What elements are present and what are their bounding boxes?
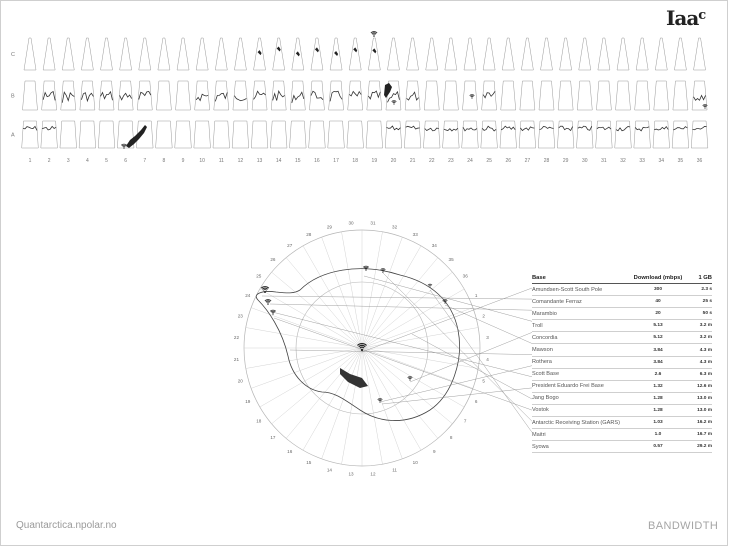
cell-1gb: 3.2 m: [699, 335, 712, 341]
column-number: 6: [124, 158, 128, 164]
column-number: 15: [295, 158, 301, 164]
table-row: [532, 320, 712, 332]
section-title: BANDWIDTH: [648, 520, 719, 532]
header-1gb: 1 GB: [698, 274, 712, 281]
row-label: B: [11, 93, 15, 100]
sector-label: 10: [412, 460, 418, 466]
column-number: 24: [467, 158, 473, 164]
cell-base: Amundsen-Scott South Pole: [532, 286, 603, 293]
column-number: 33: [639, 158, 645, 164]
column-number: 26: [505, 158, 512, 164]
column-number: 2: [47, 158, 51, 164]
sector-label: 5: [482, 378, 485, 384]
cell-base: Comandante Ferraz: [532, 298, 582, 305]
sector-label: 2: [482, 313, 485, 319]
radial-line: [362, 348, 473, 388]
column-number: 13: [256, 158, 263, 164]
table-row: [532, 417, 712, 429]
sector-label: 32: [392, 224, 398, 230]
sector-label: 1: [474, 292, 478, 298]
cell-1gb: 13.0 m: [697, 407, 712, 413]
column-number: 4: [85, 158, 89, 164]
column-number: 35: [677, 158, 684, 164]
cell-download: 0.57: [653, 444, 663, 450]
sector-label: 26: [270, 256, 276, 262]
sector-label: 13: [348, 471, 354, 477]
column-number: 31: [601, 158, 607, 164]
table-header-row: [532, 272, 712, 284]
column-number: 7: [143, 158, 147, 164]
cell-base: Mawson: [532, 347, 553, 354]
cell-base: Scott Base: [532, 371, 560, 378]
cell-1gb: 6.3 m: [699, 371, 712, 377]
leader-line: [410, 332, 532, 382]
column-number: 11: [218, 158, 224, 164]
cell-1gb: 16.2 m: [697, 420, 712, 426]
sector-label: 8: [449, 435, 453, 441]
ross-ice-shelf: [340, 368, 368, 388]
cell-base: Antarctic Receiving Station (GARS): [532, 419, 620, 426]
cell-download: 5.13: [653, 323, 663, 329]
sector-label: 33: [412, 231, 418, 237]
wifi-icon: [408, 377, 413, 381]
column-number: 19: [371, 158, 378, 164]
column-number: 28: [543, 158, 550, 164]
cell-download: 40: [655, 299, 661, 305]
leader-line: [272, 312, 532, 377]
table-row: [532, 441, 712, 453]
cell-1gb: 3.2 m: [699, 323, 712, 329]
column-number: 1: [28, 158, 32, 164]
cell-base: Vostok: [532, 407, 549, 414]
radial-line: [322, 348, 362, 459]
sector-label: 23: [237, 313, 243, 319]
cell-1gb: 2.3 s: [701, 287, 712, 293]
sector-label: 18: [256, 418, 262, 424]
column-number: 34: [658, 158, 665, 164]
cell-1gb: 29.2 m: [697, 444, 712, 450]
cell-download: 1.28: [653, 407, 663, 413]
table-row: [532, 308, 712, 320]
cell-1gb: 13.0 m: [697, 395, 712, 401]
column-number: 5: [105, 158, 108, 164]
sector-label: 7: [463, 418, 467, 424]
header-download: Download (mbps): [633, 274, 683, 281]
cell-1gb: 4.3 m: [699, 347, 712, 353]
sector-label: 21: [233, 356, 240, 362]
column-number: 36: [696, 158, 703, 164]
cell-download: 1.03: [653, 420, 663, 426]
sector-label: 29: [326, 224, 332, 230]
column-number: 30: [581, 158, 588, 164]
table-row: [532, 381, 712, 393]
cell-download: 1.28: [653, 395, 663, 401]
column-number: 17: [333, 158, 339, 164]
cell-download: 300: [653, 287, 662, 293]
column-number: 3: [66, 158, 70, 164]
column-number: 25: [486, 158, 492, 164]
sector-label: 27: [287, 242, 293, 248]
column-number: 29: [562, 158, 569, 164]
column-number: 16: [314, 158, 320, 164]
sector-label: 36: [462, 273, 468, 279]
table-row: [532, 369, 712, 381]
table-row: [532, 284, 712, 296]
leader-line: [262, 296, 532, 299]
sector-label: 19: [245, 399, 251, 405]
table-row: [532, 332, 712, 344]
header-base: Base: [532, 274, 546, 281]
source-credit: Quantarctica.npolar.no: [16, 520, 117, 531]
cell-download: 1.32: [653, 383, 663, 389]
column-number: 10: [199, 158, 205, 164]
radial-line: [322, 237, 362, 348]
cell-base: Maitri: [532, 431, 546, 438]
sector-label: 6: [474, 399, 478, 405]
cell-download: 20: [655, 311, 661, 317]
cell-download: 5.12: [653, 335, 663, 341]
column-number: 21: [409, 158, 416, 164]
column-number: 27: [524, 158, 531, 164]
sector-label: 12: [370, 471, 376, 477]
logo-text: Iaa: [666, 6, 699, 30]
sector-label: 14: [326, 467, 332, 473]
column-number: 14: [275, 158, 282, 164]
leader-line: [270, 304, 532, 310]
cell-base: Rothera: [532, 359, 552, 366]
sector-label: 31: [370, 220, 376, 226]
sector-label: 20: [237, 378, 243, 384]
table-row: [532, 405, 712, 417]
sector-label: 16: [287, 449, 293, 455]
column-number: 32: [620, 158, 626, 164]
cell-base: Syowa: [532, 443, 549, 450]
cell-base: Troll: [532, 322, 543, 329]
sector-label: 24: [245, 292, 251, 298]
sector-label: 11: [392, 467, 398, 473]
row-label: C: [11, 52, 15, 58]
logo-superscript: c: [698, 8, 706, 23]
sector-label: 17: [270, 435, 276, 441]
column-number: 22: [428, 158, 435, 164]
sector-label: 34: [431, 242, 437, 248]
cell-base: President Eduardo Frei Base: [532, 383, 604, 390]
column-number: 20: [390, 158, 397, 164]
sector-label: 4: [486, 356, 489, 362]
sector-label: 9: [432, 449, 436, 455]
radial-line: [251, 348, 362, 388]
radial-line: [251, 308, 362, 348]
wifi-icon: [270, 310, 276, 315]
column-number: 9: [181, 158, 185, 164]
cell-base: Jang Bogo: [532, 395, 559, 402]
leader-line: [412, 334, 532, 399]
cell-1gb: 50 s: [702, 311, 712, 317]
table-row: [532, 296, 712, 308]
column-number: 23: [448, 158, 454, 164]
table-row: [532, 429, 712, 441]
sector-label: 15: [306, 460, 312, 466]
sector-label: 28: [306, 231, 312, 237]
cell-download: 3.84: [653, 359, 663, 365]
cell-base: Marambio: [532, 310, 557, 317]
radial-line: [362, 237, 402, 348]
sector-label: 30: [348, 220, 354, 226]
radial-line: [362, 348, 402, 459]
radial-line: [362, 308, 473, 348]
cell-download: 3.84: [653, 347, 663, 353]
cell-base: Concordia: [532, 334, 558, 341]
cell-1gb: 4.3 m: [699, 359, 712, 365]
sector-label: 35: [448, 256, 454, 262]
table-row: [532, 357, 712, 369]
row-label: A: [11, 132, 15, 139]
bandwidth-table: [532, 272, 712, 453]
table-row: [532, 393, 712, 405]
leader-line: [290, 350, 532, 355]
table-row: [532, 344, 712, 356]
sector-label: 25: [256, 273, 262, 279]
column-number: 12: [237, 158, 244, 164]
cell-download: 2.6: [654, 371, 662, 377]
sector-label: 22: [233, 335, 240, 341]
cell-download: 1.0: [654, 432, 662, 438]
leader-line: [430, 290, 532, 432]
column-number: 8: [162, 158, 166, 164]
cell-1gb: 25 s: [702, 299, 712, 305]
sector-label: 3: [486, 335, 489, 341]
leader-line: [274, 318, 532, 410]
cell-1gb: 12.6 m: [697, 383, 712, 389]
cell-1gb: 16.7 m: [697, 432, 712, 438]
column-number: 18: [352, 158, 358, 164]
